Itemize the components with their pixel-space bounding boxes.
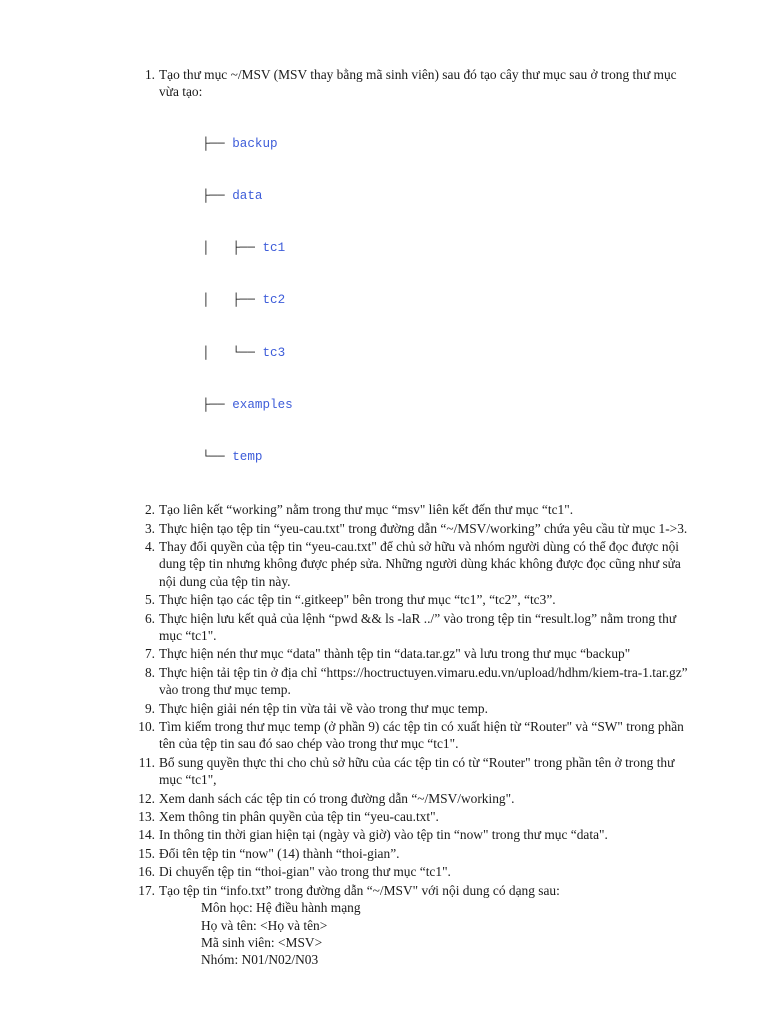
- directory-tree: [159, 101, 698, 501]
- item-text: Thực hiện giải nén tệp tin vừa tải về vào trong thư mục temp.: [159, 700, 488, 716]
- item-number: 17.: [138, 882, 155, 898]
- list-item: [128, 520, 698, 537]
- tree-line: [202, 449, 698, 466]
- info-line: Môn học: Hệ điều hành mạng: [201, 900, 361, 916]
- info-line: Nhóm: N01/N02/N03: [201, 952, 319, 968]
- list-item: [128, 501, 698, 518]
- info-line: Mã sinh viên: <MSV>: [201, 934, 323, 950]
- tree-line: [202, 240, 698, 257]
- item-body: [155, 882, 698, 969]
- list-item: [128, 664, 698, 699]
- tree-line: [202, 136, 698, 153]
- tree-line: [202, 397, 698, 414]
- item-text: Thực hiện lưu kết quả của lệnh “pwd && ls -laR ../” vào trong tệp tin “result.log” nằm trong thư mục “tc1".: [159, 610, 677, 643]
- item-text: In thông tin thời gian hiện tại (ngày và giờ) vào tệp tin “now" trong thư mục “data".: [159, 827, 608, 843]
- item-text: Thực hiện tải tệp tin ở địa chỉ “https://hoctructuyen.vimaru.edu.vn/upload/hdhm/kiem-tra-1.tar.gz” vào trong thư mục temp.: [159, 664, 688, 698]
- info-line: Họ và tên: <Họ và tên>: [201, 917, 328, 933]
- item-number: 2.: [144, 502, 155, 518]
- tree-branch: ├──: [202, 136, 233, 151]
- item-text: Thực hiện tạo các tệp tin “.gitkeep" bên trong thư mục “tc1”, “tc2”, “tc3”.: [159, 592, 556, 608]
- item-text: Di chuyển tệp tin “thoi-gian" vào trong thư mục “tc1".: [159, 864, 451, 880]
- item-number: 16.: [138, 864, 155, 880]
- tree-dir-name: data: [232, 188, 263, 203]
- item-number: 6.: [144, 610, 155, 626]
- item-text: Tạo tệp tin “info.txt” trong đường dẫn “~/MSV" với nội dung có dạng sau:: [159, 882, 560, 898]
- tree-line: [202, 292, 698, 309]
- item-number: 4.: [144, 538, 155, 554]
- item-number: 8.: [144, 664, 155, 680]
- list-item: [128, 754, 698, 789]
- item-text: Bổ sung quyền thực thi cho chủ sở hữu của các tệp tin có từ “Router" trong phần tên ở trong thư mục “tc1",: [159, 754, 675, 788]
- tree-branch: │ ├──: [202, 293, 263, 308]
- item-text: Tạo liên kết “working” nằm trong thư mục “msv" liên kết đến thư mục “tc1".: [159, 502, 574, 518]
- item-text: Tìm kiếm trong thư mục temp (ở phần 9) các tệp tin có xuất hiện từ “Router" và “SW" trong phần tên của tệp tin sau đó sao chép vào trong thư mục “tc1".: [159, 719, 684, 752]
- list-item: [128, 863, 698, 880]
- item-text: Xem thông tin phân quyền của tệp tin “yeu-cau.txt".: [159, 809, 439, 825]
- item-number: 11.: [138, 754, 155, 770]
- list-item: [128, 645, 698, 662]
- list-item: [128, 845, 698, 862]
- list-item: [128, 538, 698, 590]
- item-number: 14.: [138, 827, 155, 843]
- list-item: [128, 826, 698, 843]
- list-item: [128, 882, 698, 969]
- tree-line: [202, 345, 698, 362]
- tree-dir-name: examples: [232, 397, 293, 412]
- item-number: 10.: [138, 719, 155, 735]
- tree-branch: │ ├──: [202, 241, 263, 256]
- item-text: Thực hiện tạo tệp tin “yeu-cau.txt" trong đường dẫn “~/MSV/working” chứa yêu cầu từ mục 1->3.: [159, 520, 688, 536]
- tree-branch: │ └──: [202, 345, 263, 360]
- item-body: [155, 66, 698, 501]
- item-number: 12.: [138, 790, 155, 806]
- tree-line: [202, 188, 698, 205]
- list-item: [128, 790, 698, 807]
- tree-dir-name: backup: [232, 136, 278, 151]
- tree-dir-name: tc2: [262, 293, 286, 308]
- tree-dir-name: tc1: [262, 241, 286, 256]
- task-list: [128, 66, 698, 969]
- tree-branch: ├──: [202, 188, 233, 203]
- item-number: 15.: [138, 845, 155, 861]
- item-number: 9.: [144, 700, 155, 716]
- list-item: [128, 610, 698, 645]
- tree-dir-name: temp: [232, 449, 263, 464]
- item-text: Thực hiện nén thư mục “data" thành tệp tin “data.tar.gz" và lưu trong thư mục “backup": [159, 646, 631, 662]
- list-item: [128, 718, 698, 753]
- item-number: 5.: [144, 592, 155, 608]
- item-number: 13.: [138, 809, 155, 825]
- list-item: [128, 700, 698, 717]
- tree-dir-name: tc3: [262, 345, 286, 360]
- list-item: [128, 66, 698, 501]
- item-text: Thay đổi quyền của tệp tin “yeu-cau.txt" để chủ sở hữu và nhóm người dùng có thể đọc được nội dung tệp tin nhưng không được phép sửa. Những người dùng khác không được đọc cũng như sửa nội dung của tệp tin này.: [159, 538, 681, 589]
- item-number: 7.: [144, 646, 155, 662]
- item-text: Tạo thư mục ~/MSV (MSV thay bằng mã sinh viên) sau đó tạo cây thư mục sau ở trong thư mục vừa tạo:: [159, 67, 677, 100]
- tree-branch: └──: [202, 449, 233, 464]
- item-text: Đổi tên tệp tin “now" (14) thành “thoi-gian”.: [159, 845, 400, 861]
- list-item: [128, 591, 698, 608]
- item-number: 1.: [144, 67, 155, 82]
- item-number: 3.: [144, 520, 155, 536]
- tree-branch: ├──: [202, 397, 233, 412]
- item-text: Xem danh sách các tệp tin có trong đường dẫn “~/MSV/working".: [159, 790, 515, 806]
- list-item: [128, 808, 698, 825]
- info-content: [159, 899, 698, 969]
